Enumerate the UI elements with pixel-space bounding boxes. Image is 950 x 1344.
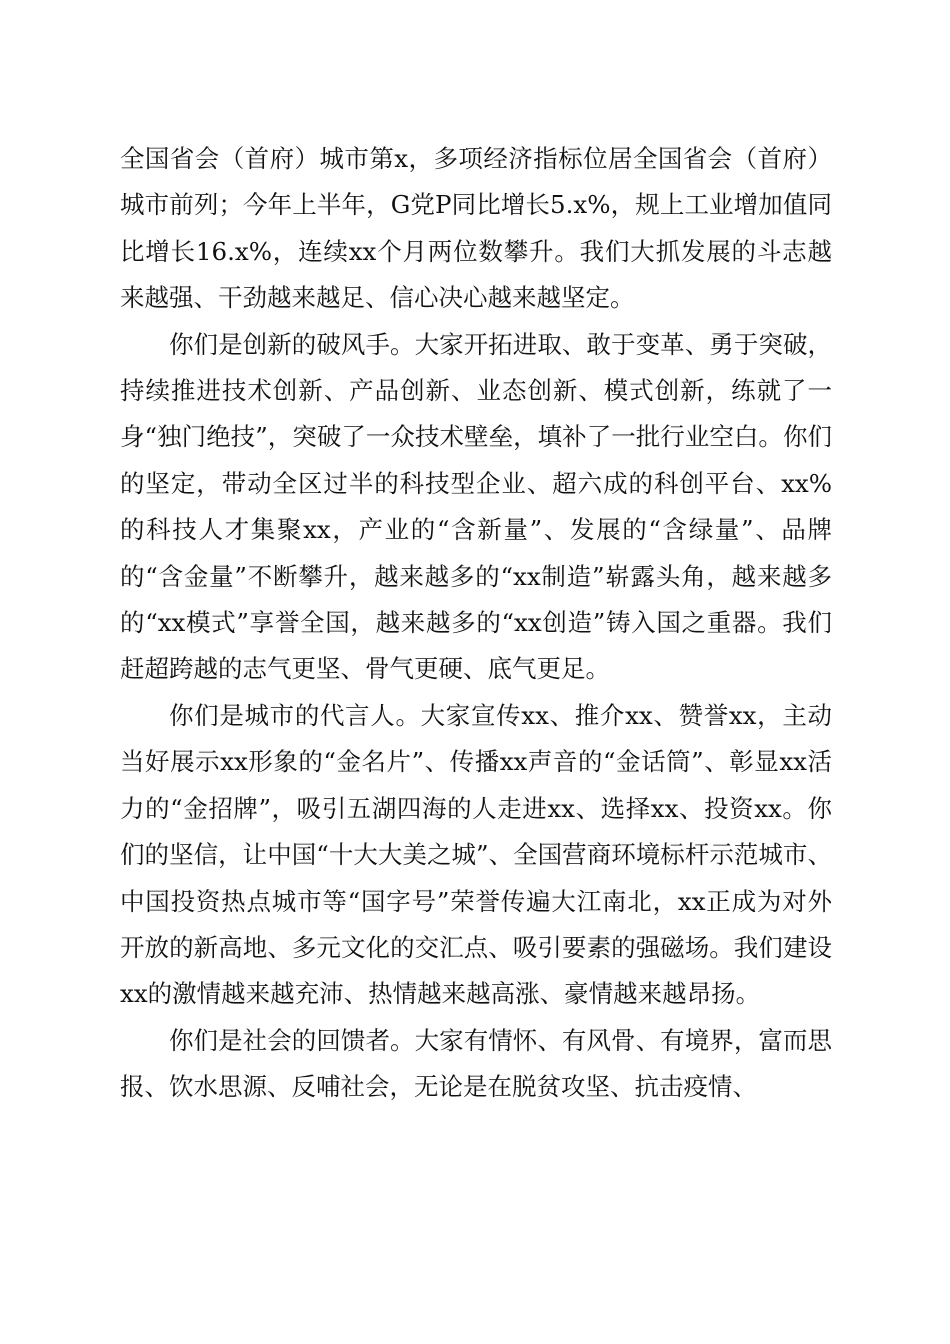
- document-body: [120, 136, 832, 1111]
- paragraph-1: 全国省会（首府）城市第x，多项经济指标位居全国省会（首府）城市前列；今年上半年，G党P同比增长5.x%，规上工业增加值同比增长16.x%，连续xx个月两位数攀升。我们大抓发展的斗志越来越强、干劲越来越足、信心决心越来越坚定。: [120, 144, 832, 313]
- paragraph-2: 你们是创新的破风手。大家开拓进取、敢于变革、勇于突破，持续推进技术创新、产品创新、业态创新、模式创新，练就了一身“独门绝技”，突破了一众技术壁垒，填补了一批行业空白。你们的坚定，带动全区过半的科技型企业、超六成的科创平台、xx%的科技人才集聚xx，产业的“含新量”、发展的“含绿量”、品牌的“含金量”不断攀升，越来越多的“xx制造”崭露头角，越来越多的“xx模式”享誉全国，越来越多的“xx创造”铸入国之重器。我们赶超跨越的志气更坚、骨气更硬、底气更足。: [120, 329, 832, 684]
- paragraph-3: 你们是城市的代言人。大家宣传xx、推介xx、赞誉xx，主动当好展示xx形象的“金名片”、传播xx声音的“金话筒”、彰显xx活力的“金招牌”，吸引五湖四海的人走进xx、选择xx、投资xx。你们的坚信，让中国“十大大美之城”、全国营商环境标杆示范城市、中国投资热点城市等“国字号”荣誉传遍大江南北，xx正成为对外开放的新高地、多元文化的交汇点、吸引要素的强磁场。我们建设xx的激情越来越充沛、热情越来越高涨、豪情越来越昂扬。: [120, 700, 832, 1009]
- paragraph-4: 你们是社会的回馈者。大家有情怀、有风骨、有境界，富而思报、饮水思源、反哺社会，无论是在脱贫攻坚、抗击疫情、: [120, 1025, 832, 1102]
